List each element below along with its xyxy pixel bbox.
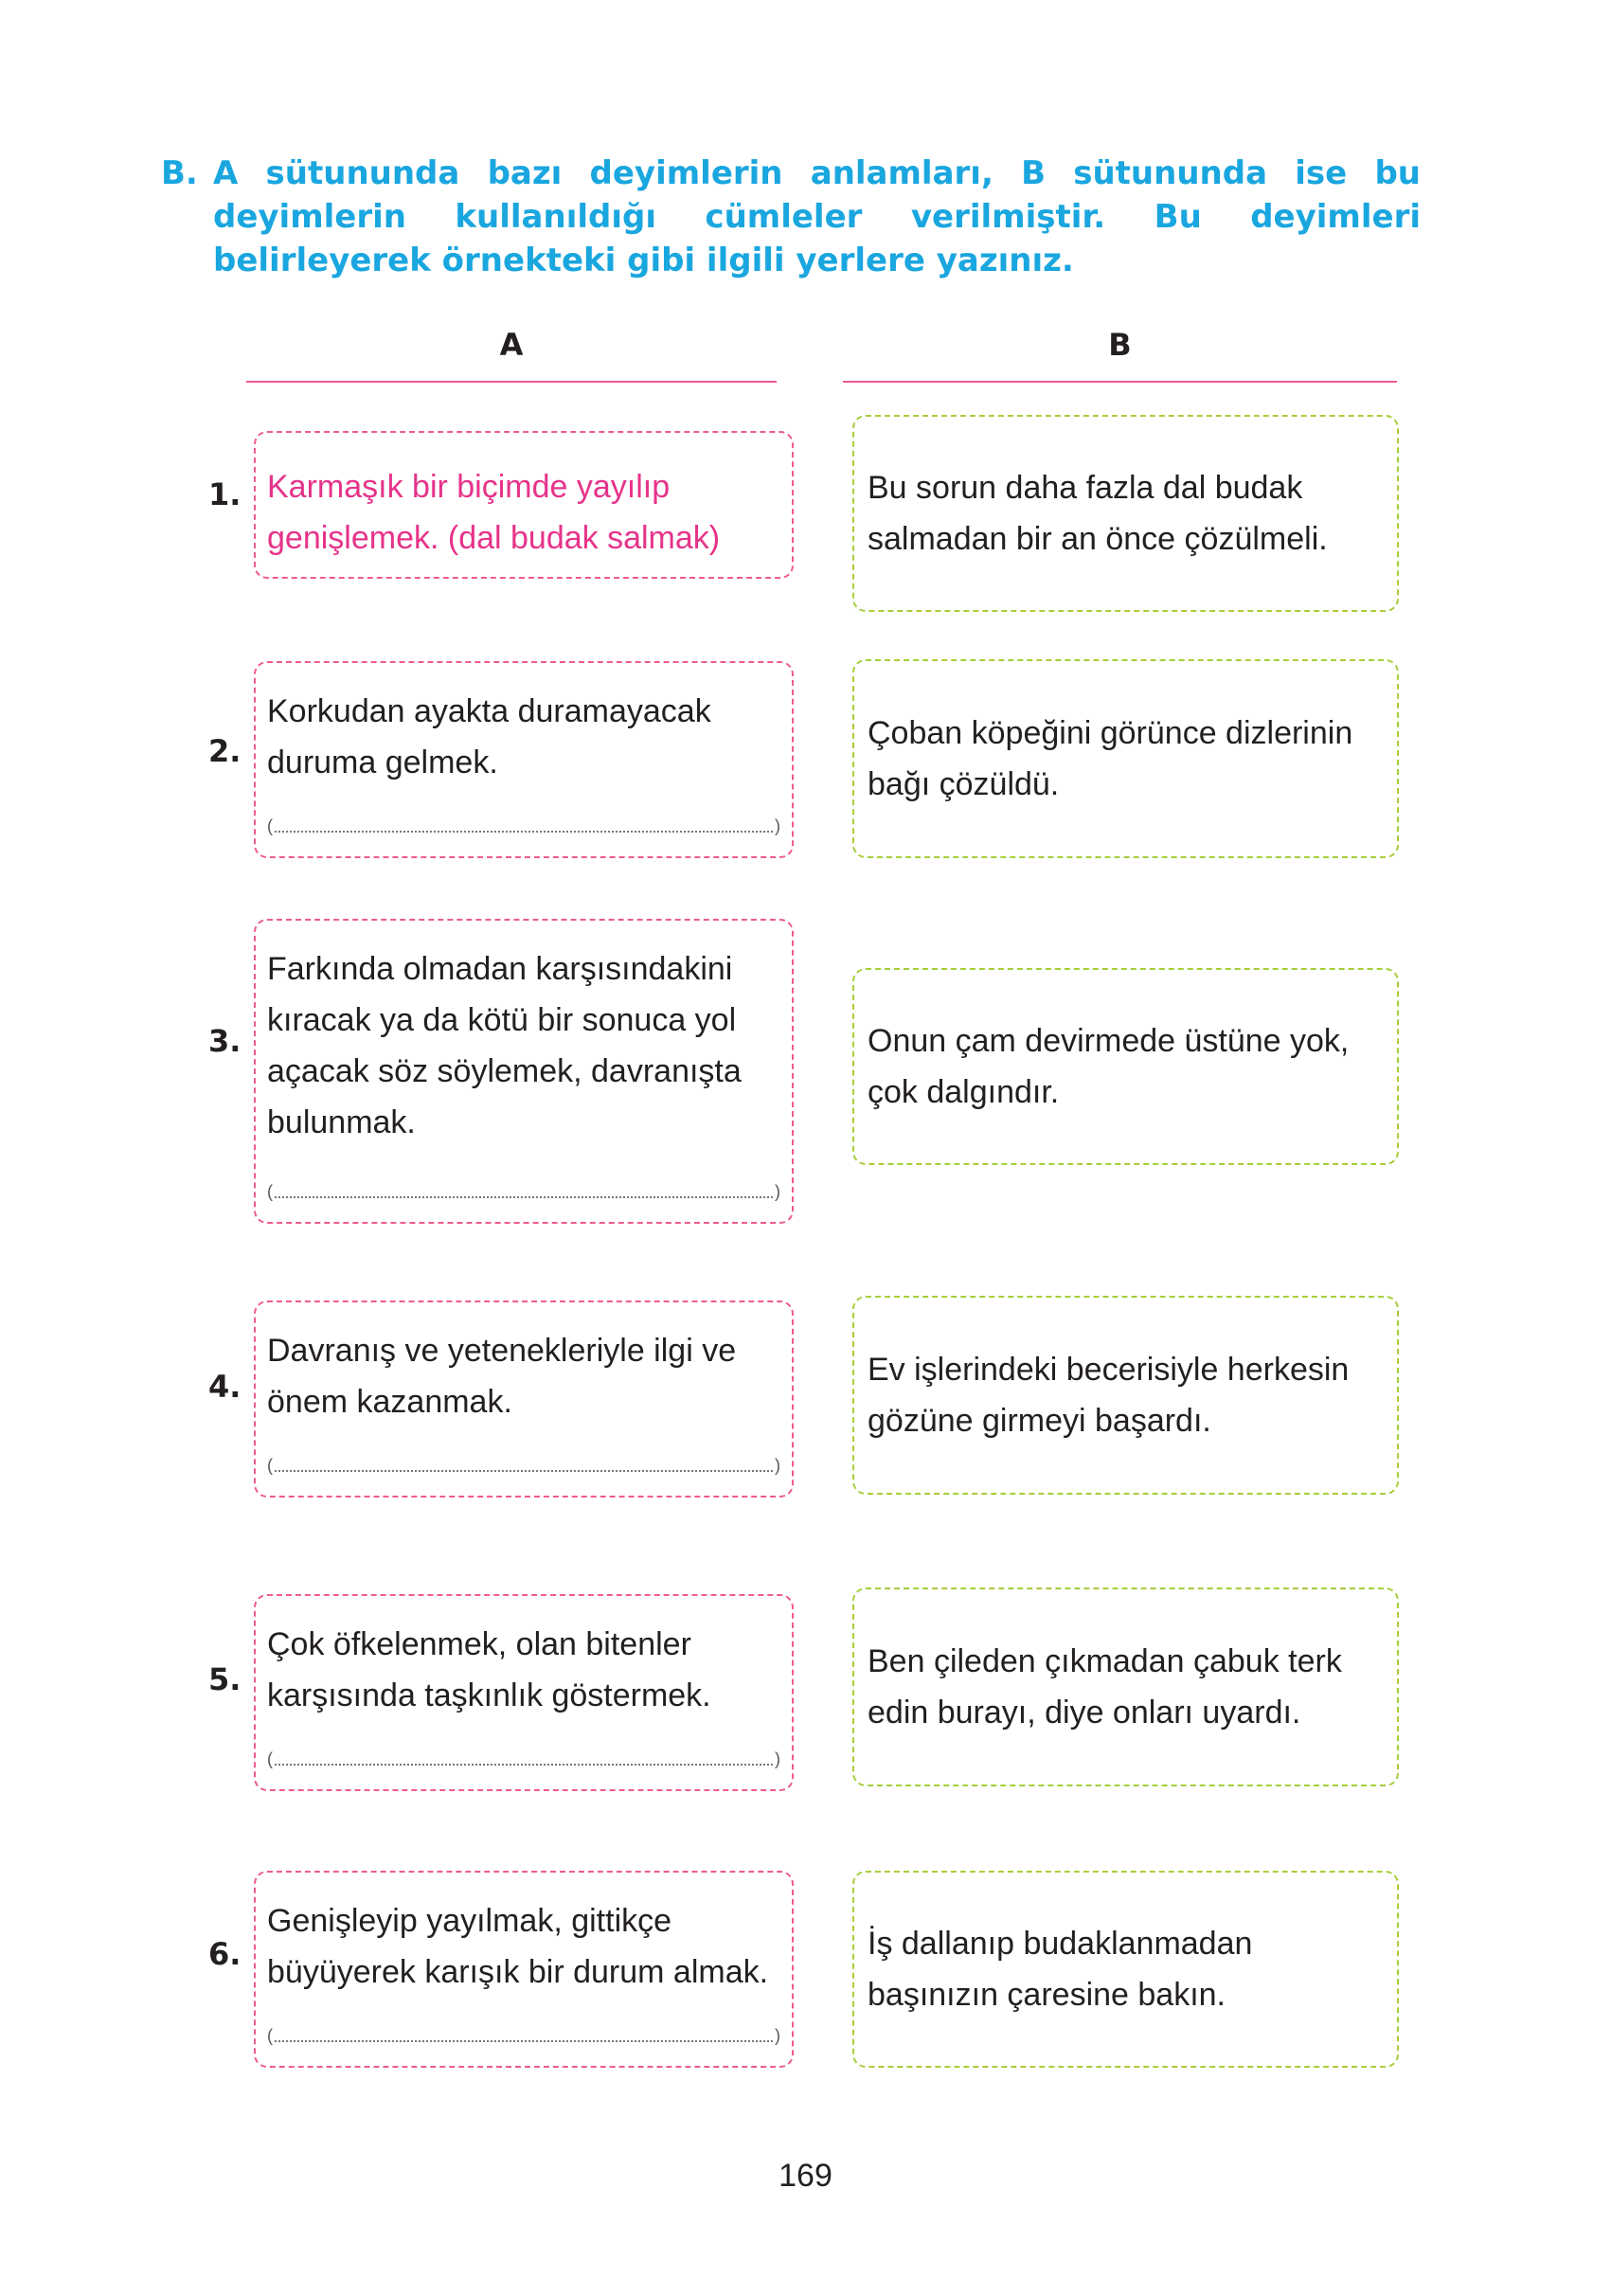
answer-blank-6[interactable]: ( ) (267, 2026, 780, 2045)
meaning-box-1 (254, 431, 794, 579)
item-number-5: 5. (208, 1661, 242, 1697)
item-number-6: 6. (208, 1936, 242, 1972)
instruction-letter: B. (161, 154, 198, 192)
sentence-text-1: Bu sorun daha fazla dal budak salmadan bir an önce çözülmeli. (868, 470, 1328, 557)
sentence-text-5: Ben çileden çıkmadan çabuk terk edin burayı, diye onları uyardı. (868, 1643, 1342, 1731)
item-number-3: 3. (208, 1023, 242, 1059)
answer-blank-4[interactable]: ( ) (267, 1456, 780, 1475)
meaning-text-3: Farkında olmadan karşısındakini kıracak ya da kötü bir sonuca yol açacak söz söylemek, davranışta bulunmak. (267, 951, 742, 1140)
page-number: 169 (779, 2158, 832, 2194)
instruction-text: A sütununda bazı deyimlerin anlamları, B sütununda ise bu deyimlerin kullanıldığı cümleler verilmiştir. Bu deyimleri belirleyerek örnekteki gibi ilgili yerlere yazınız. (213, 154, 1421, 279)
meaning-box-4 (254, 1300, 794, 1498)
instruction (161, 152, 1421, 282)
item-number-1: 1. (208, 476, 242, 512)
column-a-rule (246, 381, 777, 383)
meaning-box-2 (254, 661, 794, 858)
meaning-text-6: Genişleyip yayılmak, gittikçe büyüyerek karışık bir durum almak. (267, 1903, 769, 1990)
sentence-box-4 (852, 1296, 1399, 1495)
meaning-box-5 (254, 1594, 794, 1791)
answer-blank-3[interactable]: ( ) (267, 1182, 780, 1201)
sentence-box-1 (852, 415, 1399, 612)
sentence-text-3: Onun çam devirmede üstüne yok, çok dalgındır. (868, 1023, 1350, 1110)
sentence-box-5 (852, 1587, 1399, 1786)
answer-blank-2[interactable]: ( ) (267, 816, 780, 835)
sentence-box-2 (852, 659, 1399, 858)
meaning-text-5: Çok öfkelenmek, olan bitenler karşısında taşkınlık göstermek. (267, 1626, 711, 1713)
meaning-box-6 (254, 1871, 794, 2068)
answer-blank-5[interactable]: ( ) (267, 1749, 780, 1768)
item-number-2: 2. (208, 733, 242, 769)
sentence-box-3 (852, 968, 1399, 1165)
column-b-rule (843, 381, 1397, 383)
meaning-text-2: Korkudan ayakta duramayacak duruma gelmek. (267, 693, 711, 780)
sentence-box-6 (852, 1871, 1399, 2068)
sentence-text-4: Ev işlerindeki becerisiyle herkesin gözüne girmeyi başardı. (868, 1352, 1350, 1439)
sentence-text-2: Çoban köpeğini görünce dizlerinin bağı çözüldü. (868, 715, 1353, 802)
sentence-text-6: İş dallanıp budaklanmadan başınızın çaresine bakın. (868, 1926, 1253, 2013)
column-a-header: A (499, 327, 524, 363)
meaning-box-3 (254, 919, 794, 1224)
meaning-text-4: Davranış ve yetenekleriyle ilgi ve önem kazanmak. (267, 1333, 737, 1420)
column-b-header: B (1108, 327, 1132, 363)
item-number-4: 4. (208, 1369, 242, 1405)
meaning-text-1: Karmaşık bir biçimde yayılıp genişlemek. (dal budak salmak) (267, 469, 721, 556)
